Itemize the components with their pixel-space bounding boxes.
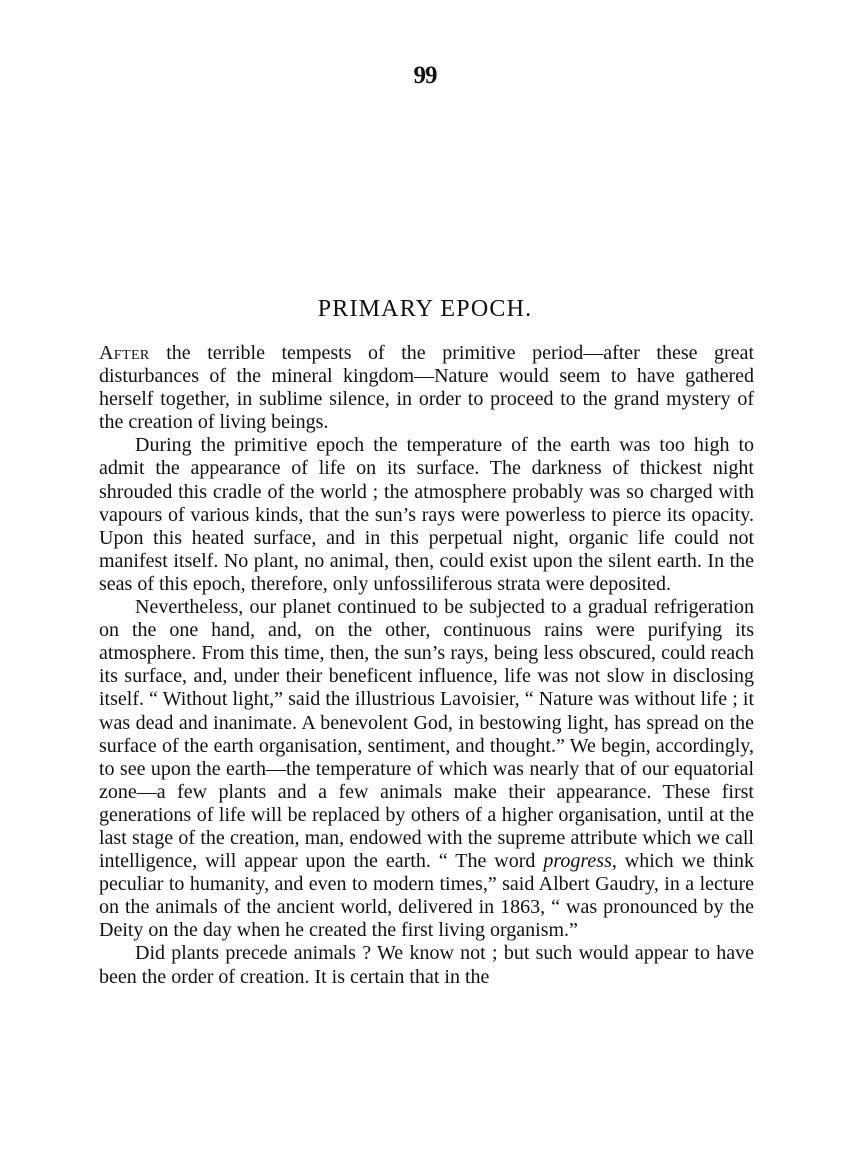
body-text (99, 342, 754, 989)
lead-word: After (99, 342, 150, 364)
paragraph-1 (99, 342, 754, 434)
page-number: 99 (413, 62, 437, 89)
paragraph-3-text-after: , which we think peculiar to humanity, and even to modern times,” said Albert Gaudry, in a lecture on the animals of the ancient world, delivered in 1863, “ was pronounced by the Deity on the day when he created the first living organism.” (99, 850, 755, 942)
paragraph-2 (99, 434, 754, 596)
chapter-title: PRIMARY EPOCH. (317, 296, 533, 322)
paragraph-3-text-before: Nevertheless, our planet continued to be subjected to a gradual refrigeration on the one hand, and, on the other, continuous rains were purifying its atmosphere. From this time, then, the sun’s rays, being less obscured, could reach its surface, and, under their beneficent influence, life was not slow in disclosing itself. “ Without light,” said the illustrious Lavoisier, “ Nature was without life ; it was dead and inanimate. A benevolent God, in bestowing light, has spread on the surface of the earth organisation, sentiment, and thought.” We begin, accordingly, to see upon the earth—the temperature of which was nearly that of our equatorial zone—a few plants and a few animals make their appearance. These first generations of life will be replaced by others of a higher organisation, until at the last stage of the creation, man, endowed with the supreme attribute which we call intelligence, will appear upon the earth. “ The word (99, 596, 754, 873)
paragraph-3 (99, 596, 754, 942)
paragraph-4 (99, 942, 754, 988)
paragraph-2-text: During the primitive epoch the temperature of the earth was too high to admit the appearance of life on its surface. The darkness of thickest night shrouded this cradle of the world ; the atmosphere probably was so charged with vapours of various kinds, that the sun’s rays were powerless to pierce its opacity. Upon this heated surface, and in this perpetual night, organic life could not manifest itself. No plant, no animal, then, could exist upon the silent earth. In the seas of this epoch, therefore, only unfossiliferous strata were deposited. (99, 434, 754, 595)
paragraph-4-text: Did plants precede animals ? We know not ; but such would appear to have been the order of creation. It is certain that in the (99, 942, 754, 988)
italic-word: progress (543, 850, 612, 873)
paragraph-1-text: the terrible tempests of the primitive period—after these great disturbances of the mineral kingdom—Nature would seem to have gathered herself together, in sublime silence, in order to proceed to the grand mystery of the creation of living beings. (99, 342, 754, 434)
